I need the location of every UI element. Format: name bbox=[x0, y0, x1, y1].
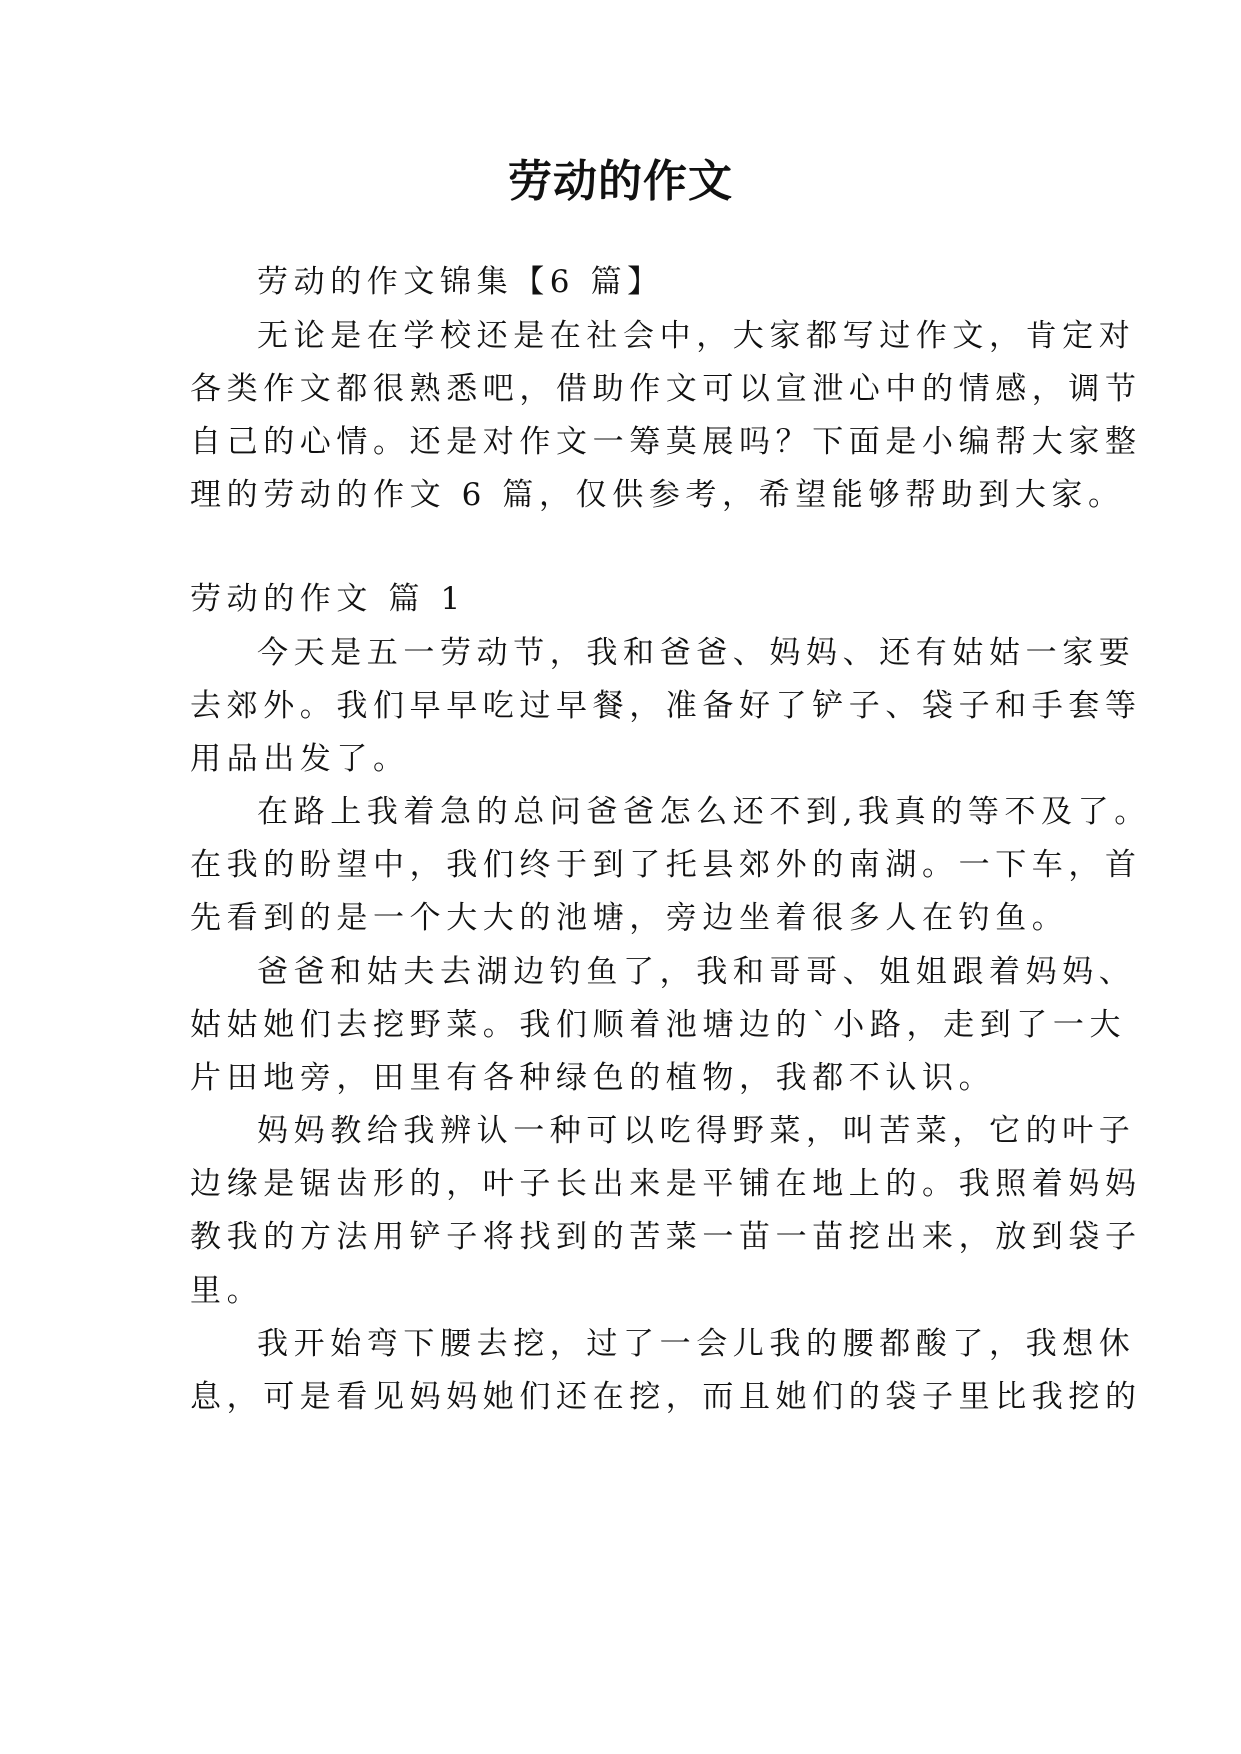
body-line: 先看到的是一个大大的池塘，旁边坐着很多人在钓鱼。 bbox=[190, 900, 1069, 936]
body-line: 用品出发了。 bbox=[190, 741, 410, 777]
body-line: 妈妈教给我辨认一种可以吃得野菜，叫苦菜，它的叶子 bbox=[257, 1113, 1136, 1149]
document-title: 劳动的作文 bbox=[508, 156, 733, 207]
body-line: 在我的盼望中，我们终于到了托县郊外的南湖。一下车，首 bbox=[190, 847, 1142, 883]
essay-heading: 劳动的作文 篇 1 bbox=[190, 581, 466, 617]
body-line: 里。 bbox=[190, 1273, 264, 1309]
body-line: 边缘是锯齿形的，叶子长出来是平铺在地上的。我照着妈妈 bbox=[190, 1166, 1142, 1202]
body-line: 教我的方法用铲子将找到的苦菜一苗一苗挖出来，放到袋子 bbox=[190, 1219, 1142, 1255]
intro-line: 理的劳动的作文 6 篇，仅供参考，希望能够帮助到大家。 bbox=[190, 477, 1125, 513]
body-line: 去郊外。我们早早吃过早餐，准备好了铲子、袋子和手套等 bbox=[190, 688, 1142, 724]
body-line: 我开始弯下腰去挖，过了一会儿我的腰都酸了，我想休 bbox=[257, 1326, 1136, 1362]
body-line: 息，可是看见妈妈她们还在挖，而且她们的袋子里比我挖的 bbox=[190, 1379, 1142, 1415]
body-line: 爸爸和姑夫去湖边钓鱼了，我和哥哥、姐姐跟着妈妈、 bbox=[257, 954, 1136, 990]
intro-line: 自己的心情。还是对作文一筹莫展吗？下面是小编帮大家整 bbox=[190, 424, 1142, 460]
intro-line: 各类作文都很熟悉吧，借助作文可以宣泄心中的情感，调节 bbox=[190, 371, 1142, 407]
collection-heading: 劳动的作文锦集【6 篇】 bbox=[257, 264, 664, 300]
body-line: 今天是五一劳动节，我和爸爸、妈妈、还有姑姑一家要 bbox=[257, 635, 1136, 671]
body-line: 在路上我着急的总问爸爸怎么还不到,我真的等不及了。 bbox=[257, 794, 1151, 830]
body-line: 姑姑她们去挖野菜。我们顺着池塘边的`小路，走到了一大 bbox=[190, 1007, 1127, 1043]
intro-line: 无论是在学校还是在社会中，大家都写过作文，肯定对 bbox=[257, 318, 1136, 354]
body-line: 片田地旁，田里有各种绿色的植物，我都不认识。 bbox=[190, 1060, 996, 1096]
